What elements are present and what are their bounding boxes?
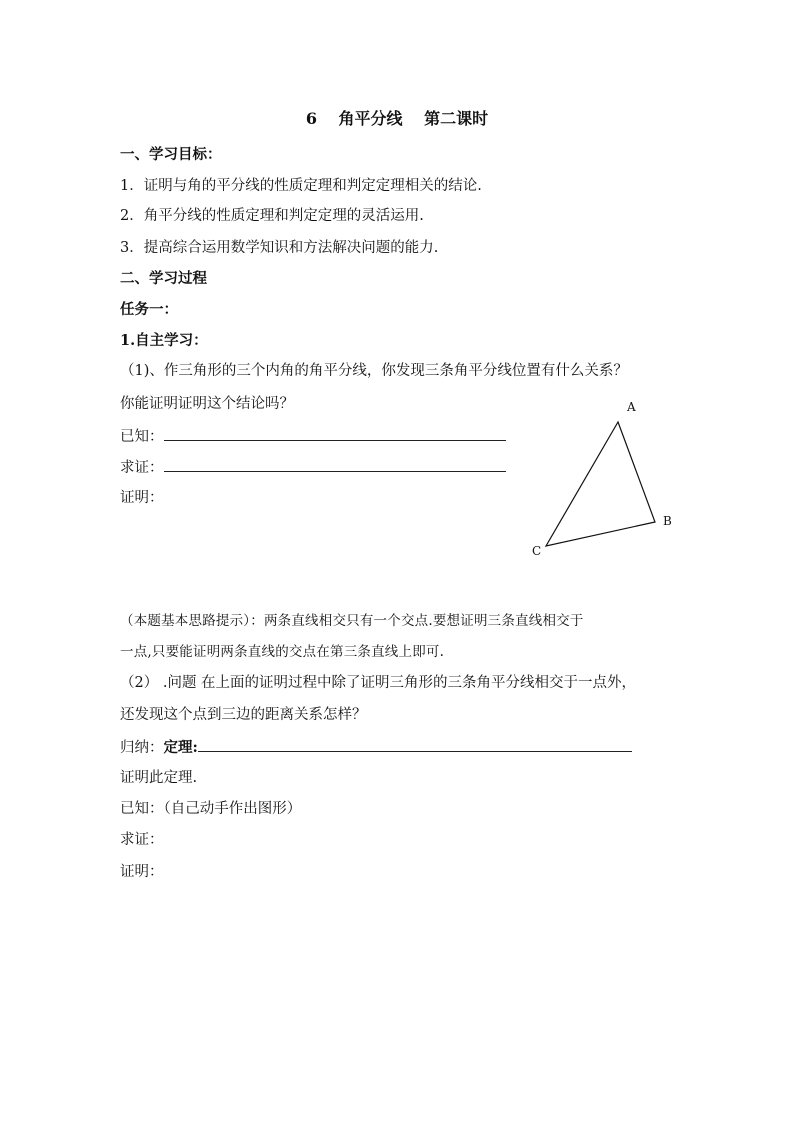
page-title xyxy=(0,106,794,129)
theorem-blank[interactable] xyxy=(198,737,632,752)
section1-heading: 一、学习目标： xyxy=(120,146,222,163)
question-2-line1: （2） .问题 在上面的证明过程中除了证明三角形的三条角平分线相交于一点外， xyxy=(120,675,637,691)
objective-2: 2．角平分线的性质定理和判定定理的灵活运用. xyxy=(120,208,424,224)
hint-line1: （本题基本思路提示）：两条直线相交只有一个交点.要想证明三条直线相交于 xyxy=(120,613,584,629)
title-lesson: 第二课时 xyxy=(424,109,489,128)
known2-row xyxy=(120,799,301,819)
question-2-line2: 还发现这个点到三边的距离关系怎样？ xyxy=(120,707,367,723)
vertex-b-label: B xyxy=(663,514,672,528)
summary-row xyxy=(120,737,632,758)
known2-label: 已知： xyxy=(120,801,164,817)
objective-1: 1．证明与角的平分线的性质定理和判定定理相关的结论. xyxy=(120,178,482,194)
title-number: 6 xyxy=(305,109,317,128)
question-1-line2: 你能证明证明这个结论吗？ xyxy=(120,396,294,412)
known-label: 已知： xyxy=(120,429,164,445)
summary-label: 归纳： xyxy=(120,740,164,756)
triangle-shape xyxy=(546,422,655,546)
title-topic: 角平分线 xyxy=(338,109,403,128)
proof2-label: 证明： xyxy=(120,864,164,880)
known-row xyxy=(120,426,506,447)
section2-heading: 二、学习过程 xyxy=(120,270,207,287)
theorem-label: 定理: xyxy=(163,739,198,756)
task-one: 任务一： xyxy=(120,301,178,318)
triangle-figure xyxy=(520,392,690,564)
prove-label: 求证： xyxy=(120,460,164,476)
known2-note: （自己动手作出图形） xyxy=(163,801,302,817)
prove-theorem: 证明此定理. xyxy=(120,770,198,786)
self-study-label: 1.自主学习： xyxy=(120,332,208,349)
objective-3: 3．提高综合运用数学知识和方法解决问题的能力. xyxy=(120,240,439,256)
hint-line2: 一点,只要能证明两条直线的交点在第三条直线上即可. xyxy=(120,644,445,660)
prove-blank[interactable] xyxy=(164,457,506,472)
vertex-a-label: A xyxy=(627,400,636,414)
vertex-c-label: C xyxy=(532,544,542,558)
known-blank[interactable] xyxy=(164,426,506,441)
prove2-label: 求证： xyxy=(120,832,164,848)
prove-row xyxy=(120,457,506,478)
question-1-line1: （1)、作三角形的三个内角的角平分线，你发现三条角平分线位置有什么关系？ xyxy=(120,363,628,379)
proof-label: 证明： xyxy=(120,490,164,506)
